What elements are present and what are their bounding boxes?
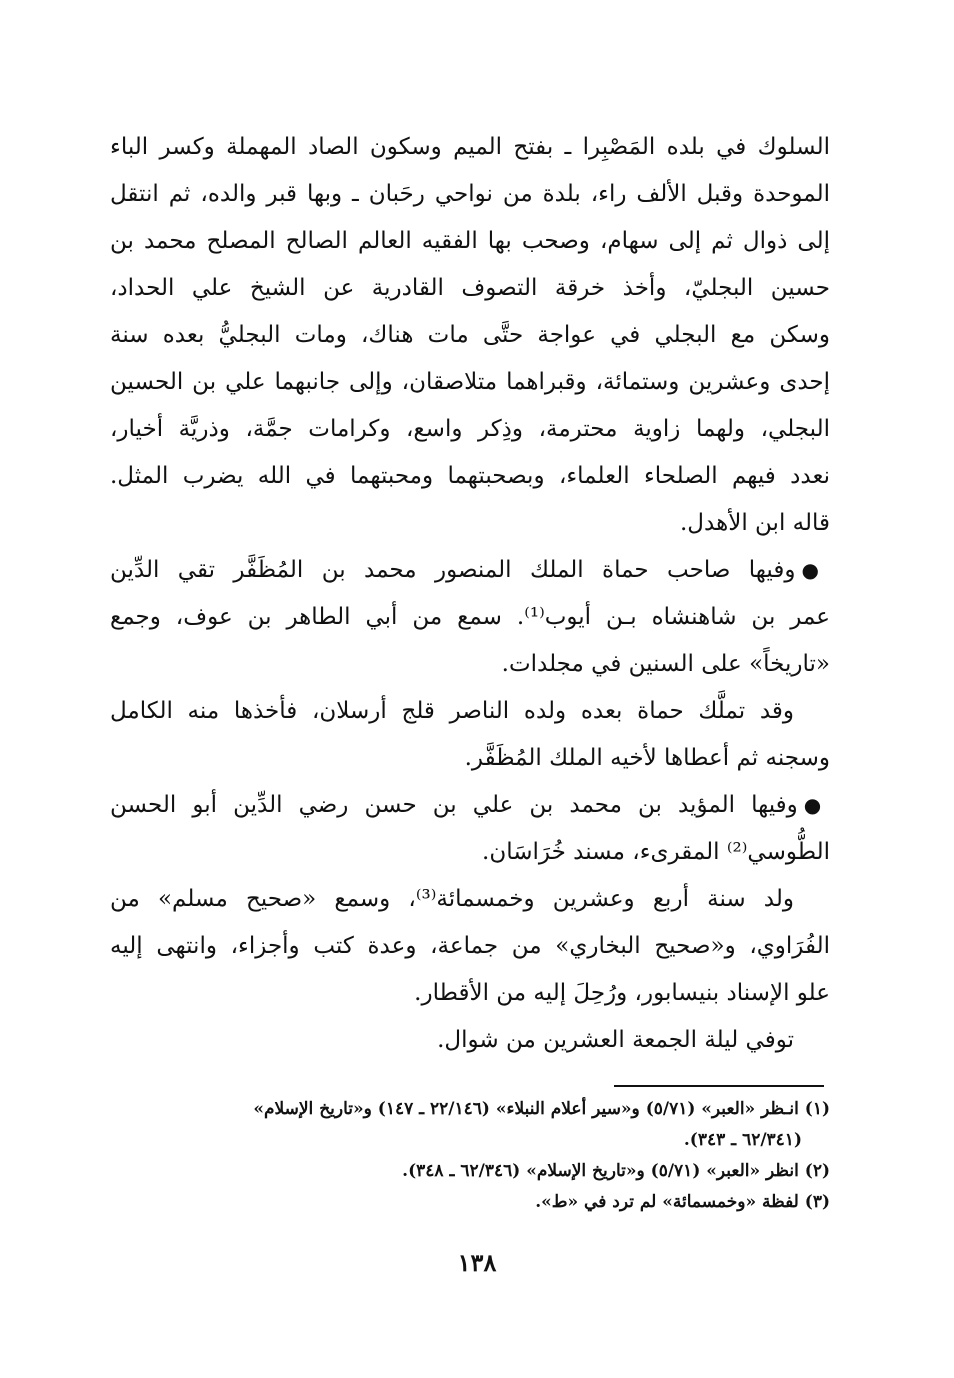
text-line: الموحدة وقبل الألف راء، بلدة من نواحي رحَبان ـ وبها قبر والده، ثم انتقل <box>110 181 830 207</box>
paragraph <box>110 1017 830 1064</box>
paragraph <box>110 876 830 1017</box>
paragraph <box>110 688 830 782</box>
text-line: حسين البجليّ، وأخذ خرقة التصوف القادرية عن الشيخ علي الحداد، <box>110 275 830 301</box>
text-line: إحدى وعشرين وستمائة، وقبراهما متلاصقان، وإلى جانبهما علي بن الحسين <box>110 369 830 395</box>
text-line: نعدد فيهم الصلحاء العلماء، وبصحبتهما ومحبتهما في الله يضرب المثل. <box>110 463 830 489</box>
text-line: علو الإسناد بنيسابور، ورُحِلَ إليه من الأقطار. <box>414 980 830 1006</box>
footnote <box>110 1156 830 1187</box>
footnote <box>110 1187 830 1218</box>
page-number: ١٣٨ <box>457 1248 497 1277</box>
text-line <box>110 782 830 829</box>
footnote-separator <box>614 1085 824 1087</box>
footnote-line: (٢) انظر «العبر» (٥/٧١) و«تاريخ الإسلام» (٦٢/٣٤٦ ـ ٣٤٨). <box>402 1161 830 1181</box>
text-line: عمر بن شاهنشاه بـن أيوب⁽¹⁾. سمع من أبي الطاهر بن عوف، وجمع <box>110 604 830 630</box>
paragraph-bulleted <box>110 782 830 876</box>
text-line: ولد سنة أربع وعشرين وخمسمائة⁽³⁾، وسمع «صحيح مسلم» من <box>110 886 794 912</box>
text-line: الفُرَاوي، و«صحيح البخاري» من جماعة، وعدة كتب وأجزاء، وانتهى إليه <box>110 933 830 959</box>
text-line: السلوك في بلده المَصْبِرا ـ بفتح الميم وسكون الصاد المهملة وكسر الباء <box>110 134 830 160</box>
footnote <box>110 1094 830 1156</box>
footnote-line: (٦٢/٣٤١ ـ ٣٤٣). <box>683 1130 802 1150</box>
bullet-icon: ● <box>801 558 831 582</box>
footnote-line: (١) انـظر «العبر» (٥/٧١) و«سير أعلام النبلاء» (٢٢/١٤٦ ـ ١٤٧) و«تاريخ الإسلام» <box>253 1099 830 1119</box>
bullet-icon: ● <box>803 793 831 817</box>
main-text <box>110 124 830 1064</box>
text-line <box>110 547 830 594</box>
text-line: توفي ليلة الجمعة العشرين من شوال. <box>437 1027 794 1053</box>
text-line-content: وفيها صاحب حماة الملك المنصور محمد بن المُظَفَّر تقي الدِّين <box>110 557 796 583</box>
text-line: قاله ابن الأهدل. <box>680 510 830 536</box>
text-line: البجلي، ولهما زاوية محترمة، وذِكر واسع، وكرامات جمَّة، وذريَّة أخيار، <box>110 416 830 442</box>
paragraph <box>110 124 830 547</box>
text-line: وسجنه ثم أعطاها لأخيه الملك المُظَفَّر. <box>464 745 830 771</box>
footnotes <box>110 1094 830 1218</box>
paragraph-bulleted <box>110 547 830 688</box>
text-line: الطُّوسي⁽²⁾ المقرىء، مسند خُرَاسَان. <box>482 839 830 865</box>
text-line: وقد تملَّك حماة بعده ولده الناصر قلج أرسلان، فأخذها منه الكامل <box>110 698 794 724</box>
text-line: «تاريخاً» على السنين في مجلدات. <box>501 651 830 677</box>
text-line-content: وفيها المؤيد بن محمد بن علي بن حسن رضي الدِّين أبو الحسن <box>110 792 798 818</box>
footnote-line: (٣) لفظة «وخمسمائة» لم ترد في «ط». <box>535 1192 830 1212</box>
text-line: وسكن مع البجلي في عواجة حتَّى مات هناك، ومات البجليُّ بعده سنة <box>110 322 830 348</box>
text-line: إلى ذوال ثم إلى سهام، وصحب بها الفقيه العالم الصالح المصلح محمد بن <box>110 228 830 254</box>
